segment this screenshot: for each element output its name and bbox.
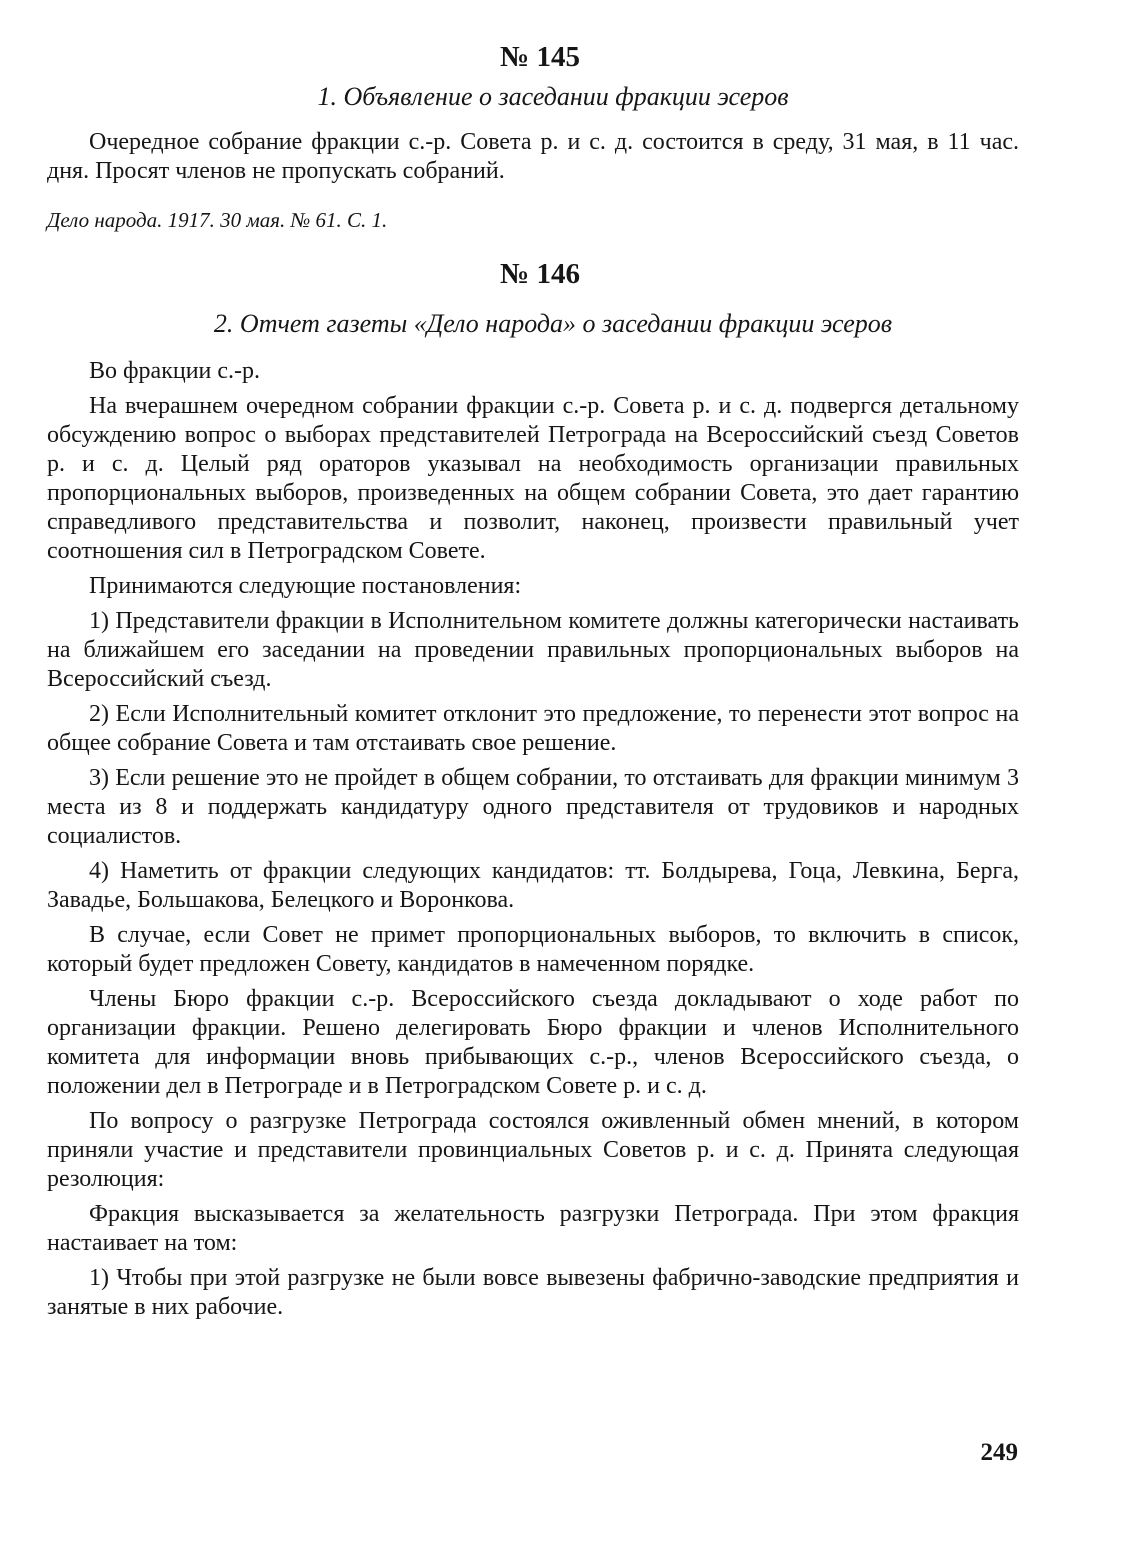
doc-146-paragraph: Принимаются следующие постановления: <box>89 573 522 599</box>
doc-146-paragraph: Фракция высказывается за желательность разгрузки Петрограда. При этом фракция настаивает на том: <box>47 1201 1019 1256</box>
doc-146-title: 2. Отчет газеты «Дело народа» о заседании фракции эсеров <box>213 309 893 338</box>
doc-146-paragraph: На вчерашнем очередном собрании фракции с.-р. Совета р. и с. д. подвергся детальному обсуждению вопрос о выборах представителей Петрограда на Всероссийский съезд Советов р. и с. д. Целый ряд ораторов указывал на необходимость организации правильных пропорциональных выборов, произведенных на общем собрании Совета, это дает гарантию справедливого представительства и позволит, наконец, произвести правильный учет соотношения сил в Петроградском Совете. <box>47 393 1019 564</box>
doc-146-resolution-item: 2) Если Исполнительный комитет отклонит это предложение, то перенести этот вопрос на общее собрание Совета и там отстаивать свое решение. <box>47 701 1019 756</box>
doc-146-paragraph: По вопросу о разгрузке Петрограда состоялся оживленный обмен мнений, в котором приняли участие и представители провинциальных Советов р. и с. д. Принята следующая резолюция: <box>47 1108 1019 1192</box>
doc-146-paragraph: Во фракции с.-р. <box>89 358 261 384</box>
doc-145-title: 1. Объявление о заседании фракции эсеров <box>317 82 789 111</box>
doc-146-resolution-item: 3) Если решение это не пройдет в общем собрании, то отстаивать для фракции минимум 3 места из 8 и поддержать кандидатуру одного представителя от трудовиков и народных социалистов. <box>47 765 1019 849</box>
page-number: 249 <box>980 1439 1018 1466</box>
doc-146-number: № 146 <box>500 258 580 290</box>
doc-146-paragraph: Члены Бюро фракции с.-р. Всероссийского съезда докладывают о ходе работ по организации фракции. Решено делегировать Бюро фракции и членов Исполнительного комитета для информации вновь прибывающих с.-р., членов Всероссийского съезда, о положении дел в Петрограде и в Петроградском Совете р. и с. д. <box>47 986 1019 1099</box>
doc-146-resolution-item: 1) Представители фракции в Исполнительном комитете должны категорически настаивать на ближайшем его заседании на проведении правильных пропорциональных выборов на Всероссийский съезд. <box>47 608 1019 692</box>
doc-146-paragraph: В случае, если Совет не примет пропорциональных выборов, то включить в список, который будет предложен Совету, кандидатов в намеченном порядке. <box>47 922 1019 977</box>
doc-145-text: Очередное собрание фракции с.-р. Совета р. и с. д. состоится в среду, 31 мая, в 11 час. дня. Просят членов не пропускать собраний. <box>47 129 1019 184</box>
doc-145-source: Дело народа. 1917. 30 мая. № 61. С. 1. <box>47 208 388 232</box>
doc-146-resolution-item: 1) Чтобы при этой разгрузке не были вовсе вывезены фабрично-заводские предприятия и занятые в них рабочие. <box>47 1265 1019 1320</box>
doc-145-number: № 145 <box>500 41 580 73</box>
page-content <box>47 40 1019 1322</box>
doc-146-resolution-item: 4) Наметить от фракции следующих кандидатов: тт. Болдырева, Гоца, Левкина, Берга, Завадье, Большакова, Белецкого и Воронкова. <box>47 858 1019 913</box>
